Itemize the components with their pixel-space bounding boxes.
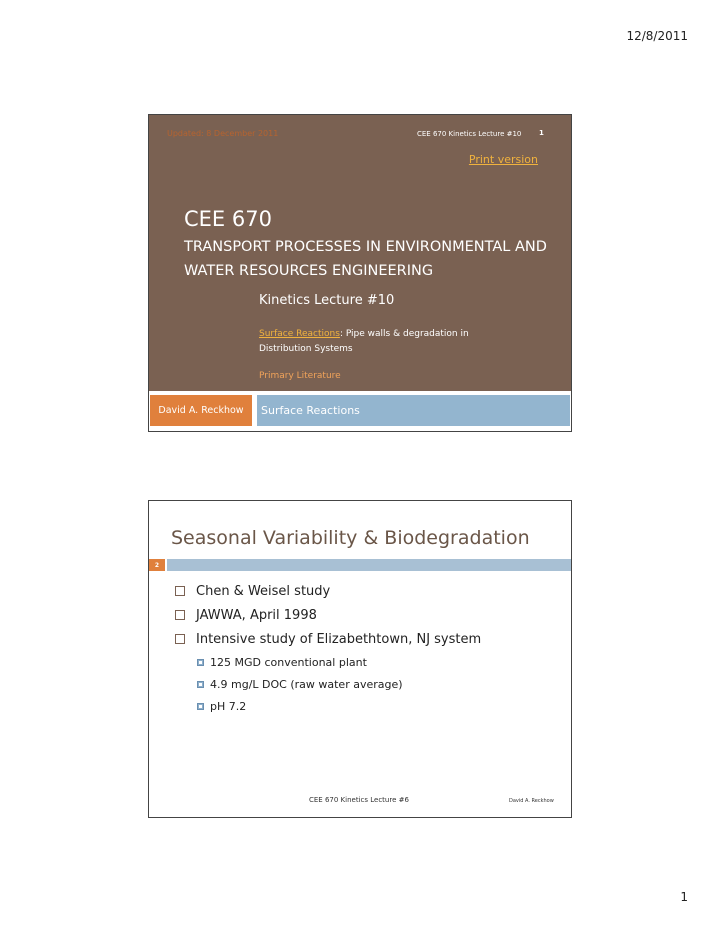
slide-number: 1 (539, 129, 544, 137)
bullet-square-icon (175, 586, 185, 596)
bullet-text: JAWWA, April 1998 (196, 607, 317, 623)
page-number: 1 (680, 890, 688, 904)
bullet-text: Intensive study of Elizabethtown, NJ system (196, 631, 482, 647)
title-divider-bar (149, 559, 571, 571)
bullet-square-icon (175, 634, 185, 644)
author-badge: David A. Reckhow (150, 395, 252, 426)
sub-bullet-square-icon (197, 703, 204, 710)
sub-list-item (175, 673, 555, 695)
surface-reactions-link[interactable]: Surface Reactions (259, 329, 340, 339)
content-slide (148, 500, 572, 818)
slide-footer: CEE 670 Kinetics Lecture #6 (309, 796, 409, 804)
slide-subtitle: TRANSPORT PROCESSES IN ENVIRONMENTAL AND WATER RESOURCES ENGINEERING (184, 239, 547, 279)
updated-date: Updated: 8 December 2011 (167, 129, 279, 138)
title-slide (148, 114, 572, 432)
slide-title: CEE 670 (184, 207, 272, 231)
page-date: 12/8/2011 (626, 29, 688, 43)
topic-text: : Pipe walls & degradation in Distribution Systems (259, 329, 469, 354)
bullet-text: Chen & Weisel study (196, 583, 331, 599)
list-item (175, 603, 555, 627)
sub-bullet-text: 4.9 mg/L DOC (raw water average) (210, 677, 403, 691)
footer-author: David A. Reckhow (509, 798, 554, 804)
slide-course-label: CEE 670 Kinetics Lecture #10 (417, 130, 522, 138)
bullet-list (175, 579, 555, 717)
sub-list-item (175, 651, 555, 673)
slide-title: Seasonal Variability & Biodegradation (171, 527, 530, 549)
section-bar: Surface Reactions (257, 395, 570, 426)
lecture-label: Kinetics Lecture #10 (259, 293, 395, 308)
primary-literature-link[interactable]: Primary Literature (259, 371, 341, 381)
sub-list-item (175, 695, 555, 717)
topic-description (259, 327, 499, 357)
title-slide-background (149, 115, 571, 391)
sub-bullet-square-icon (197, 681, 204, 688)
divider-fill (167, 559, 571, 571)
slide-number: 2 (149, 559, 165, 571)
sub-bullet-text: pH 7.2 (210, 699, 247, 713)
print-version-link[interactable]: Print version (468, 153, 538, 166)
bullet-square-icon (175, 610, 185, 620)
list-item (175, 627, 555, 651)
sub-bullet-text: 125 MGD conventional plant (210, 655, 367, 669)
list-item (175, 579, 555, 603)
sub-bullet-square-icon (197, 659, 204, 666)
